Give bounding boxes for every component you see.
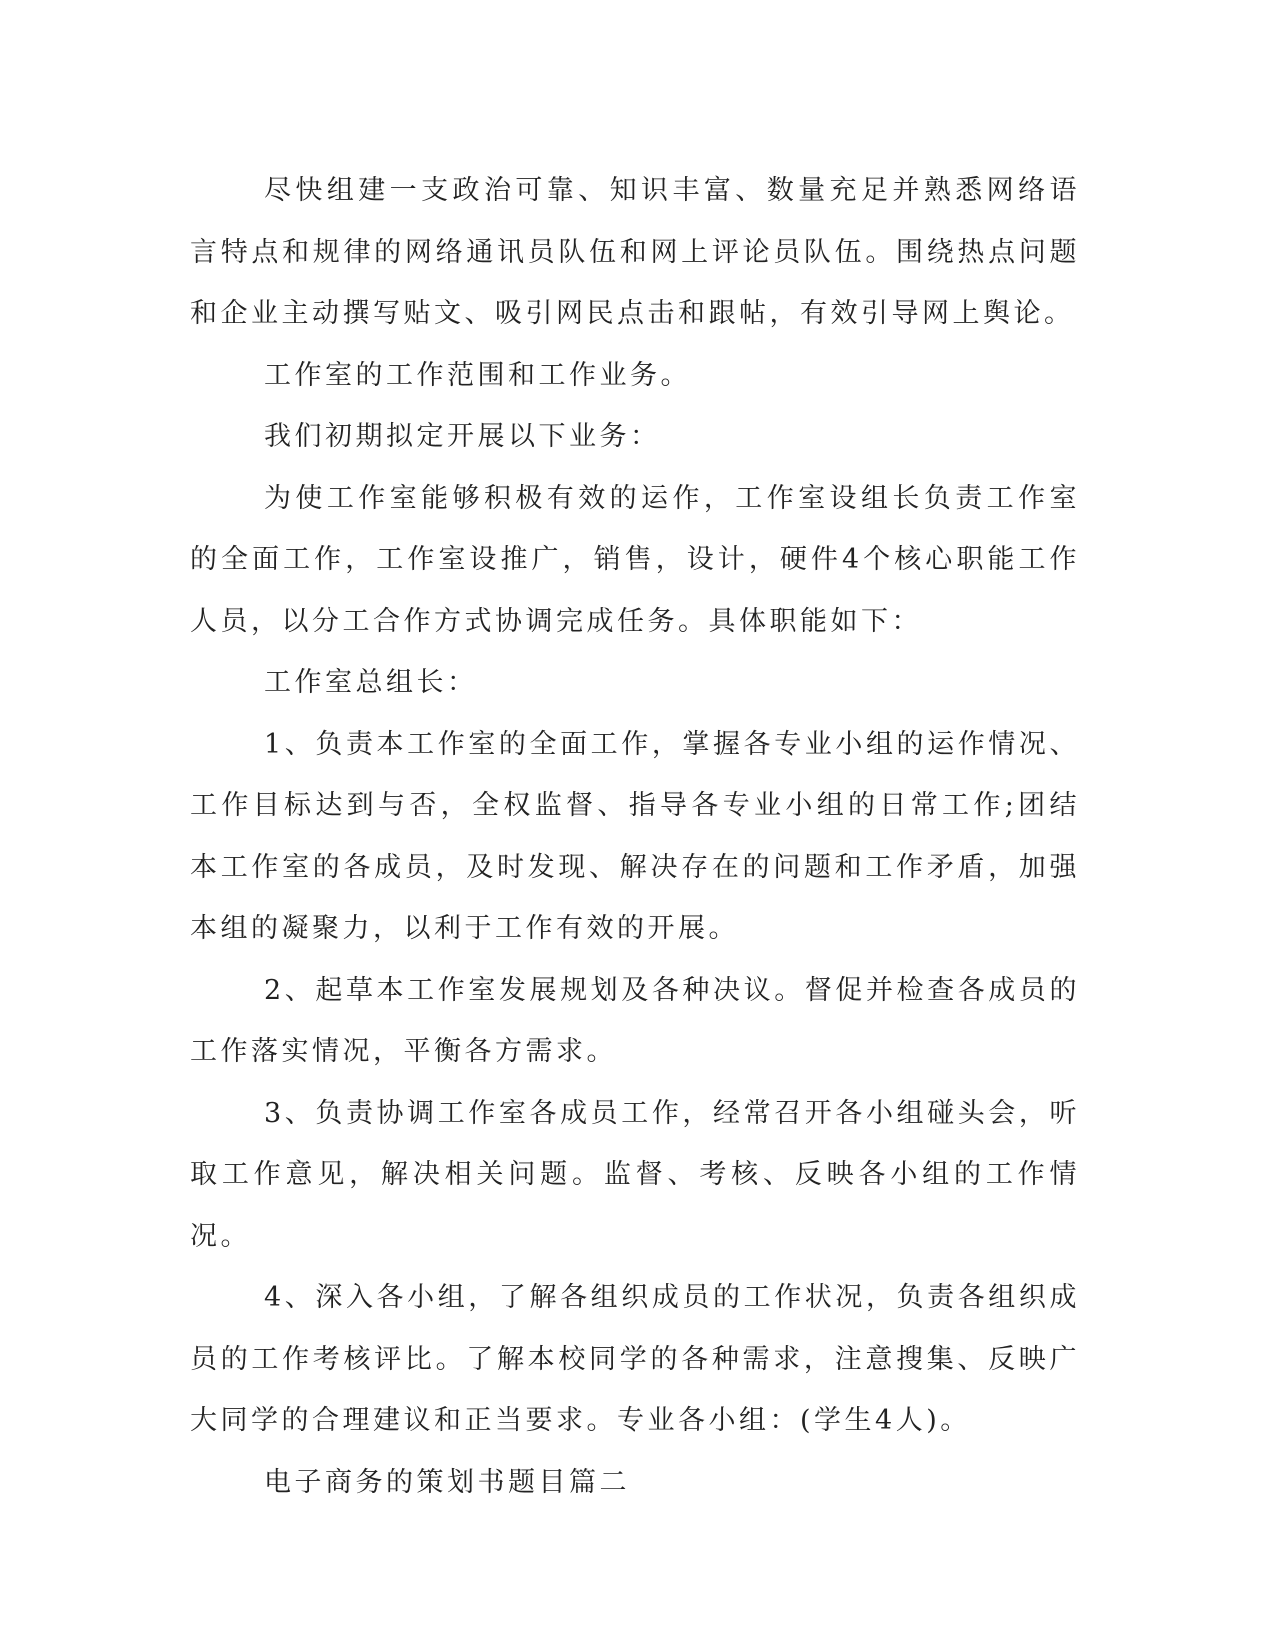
paragraph-organization: 为使工作室能够积极有效的运作，工作室设组长负责工作室的全面工作，工作室设推广，销售，设计，硬件4个核心职能工作人员，以分工合作方式协调完成任务。具体职能如下：: [190, 482, 1080, 637]
section-title: 电子商务的策划书题目篇二: [264, 1466, 630, 1498]
paragraph-duty-3: 3、负责协调工作室各成员工作，经常召开各小组碰头会，听取工作意见，解决相关问题。监督、考核、反映各小组的工作情况。: [190, 1097, 1080, 1252]
paragraph-initial-business: 我们初期拟定开展以下业务：: [264, 421, 661, 452]
paragraph-recruit-team: 尽快组建一支政治可靠、知识丰富、数量充足并熟悉网络语言特点和规律的网络通讯员队伍和网上评论员队伍。围绕热点问题和企业主动撰写贴文、吸引网民点击和跟帖，有效引导网上舆论。: [190, 175, 1080, 329]
paragraph-duty-1: 1、负责本工作室的全面工作，掌握各专业小组的运作情况、工作目标达到与否，全权监督、指导各专业小组的日常工作;团结本工作室的各成员，及时发现、解决存在的问题和工作矛盾，加强本组的凝聚力，以利于工作有效的开展。: [190, 728, 1080, 944]
paragraph-duty-2: 2、起草本工作室发展规划及各种决议。督促并检查各成员的工作落实情况，平衡各方需求。: [190, 974, 1080, 1067]
document-body: [190, 160, 1080, 1513]
paragraph-chief-heading: 工作室总组长：: [264, 667, 478, 698]
paragraph-duty-4: 4、深入各小组，了解各组织成员的工作状况，负责各组织成员的工作考核评比。了解本校同学的各种需求，注意搜集、反映广大同学的合理建议和正当要求。专业各小组：(学生4人)。: [190, 1282, 1080, 1436]
paragraph-scope-heading: 工作室的工作范围和工作业务。: [264, 359, 691, 391]
